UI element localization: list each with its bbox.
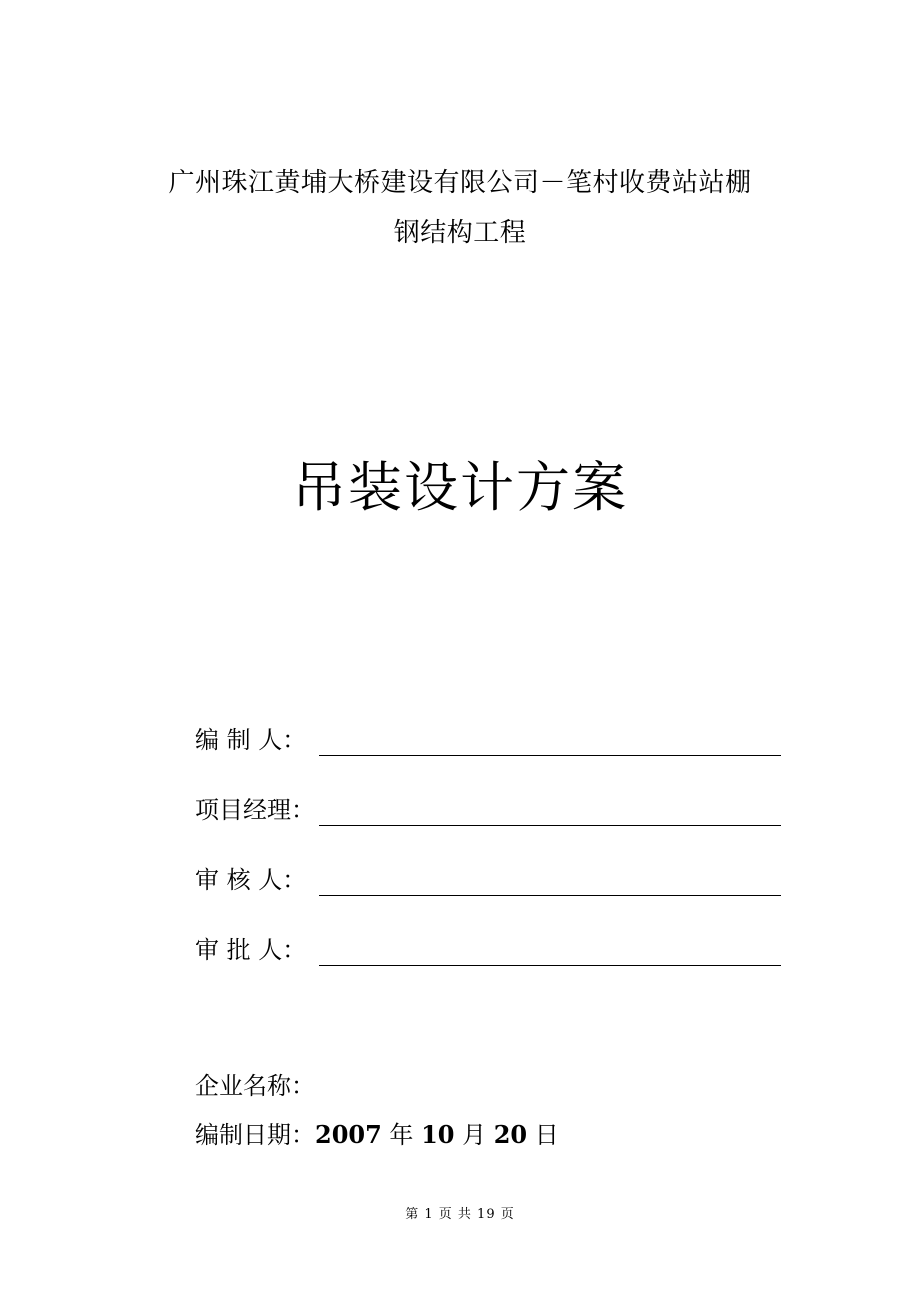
reviewer-label: 审 核 人： — [195, 866, 307, 894]
date-year: 2007 — [315, 1120, 382, 1149]
date-day: 20 — [493, 1120, 528, 1149]
compile-date-label: 编制日期： — [195, 1121, 315, 1149]
year-char: 年 — [381, 1121, 422, 1149]
project-title-line-2: 钢结构工程 — [393, 218, 527, 248]
company-name-row — [195, 1068, 315, 1104]
reviewer-signature-line — [319, 895, 781, 896]
document-title: 吊装设计方案 — [292, 456, 628, 519]
project-manager-signature-line — [319, 825, 781, 826]
project-title-line-1: 广州珠江黄埔大桥建设有限公司－笔村收费站站棚 — [168, 168, 752, 198]
reviewer-field — [195, 862, 785, 898]
compiler-signature-line — [319, 755, 781, 756]
project-manager-field — [195, 792, 785, 828]
page-footer: 第 1 页 共 19 页 — [405, 1207, 515, 1222]
date-month: 10 — [421, 1120, 455, 1149]
approver-field — [195, 932, 785, 968]
approver-label: 审 批 人： — [195, 936, 307, 964]
day-char: 日 — [527, 1121, 559, 1149]
compiler-label: 编 制 人： — [195, 726, 307, 754]
compiler-field — [195, 722, 785, 758]
compile-date-row — [195, 1117, 559, 1153]
project-manager-label: 项目经理： — [195, 796, 315, 824]
company-name-label: 企业名称： — [195, 1072, 315, 1100]
month-char: 月 — [454, 1121, 494, 1149]
approver-signature-line — [319, 965, 781, 966]
